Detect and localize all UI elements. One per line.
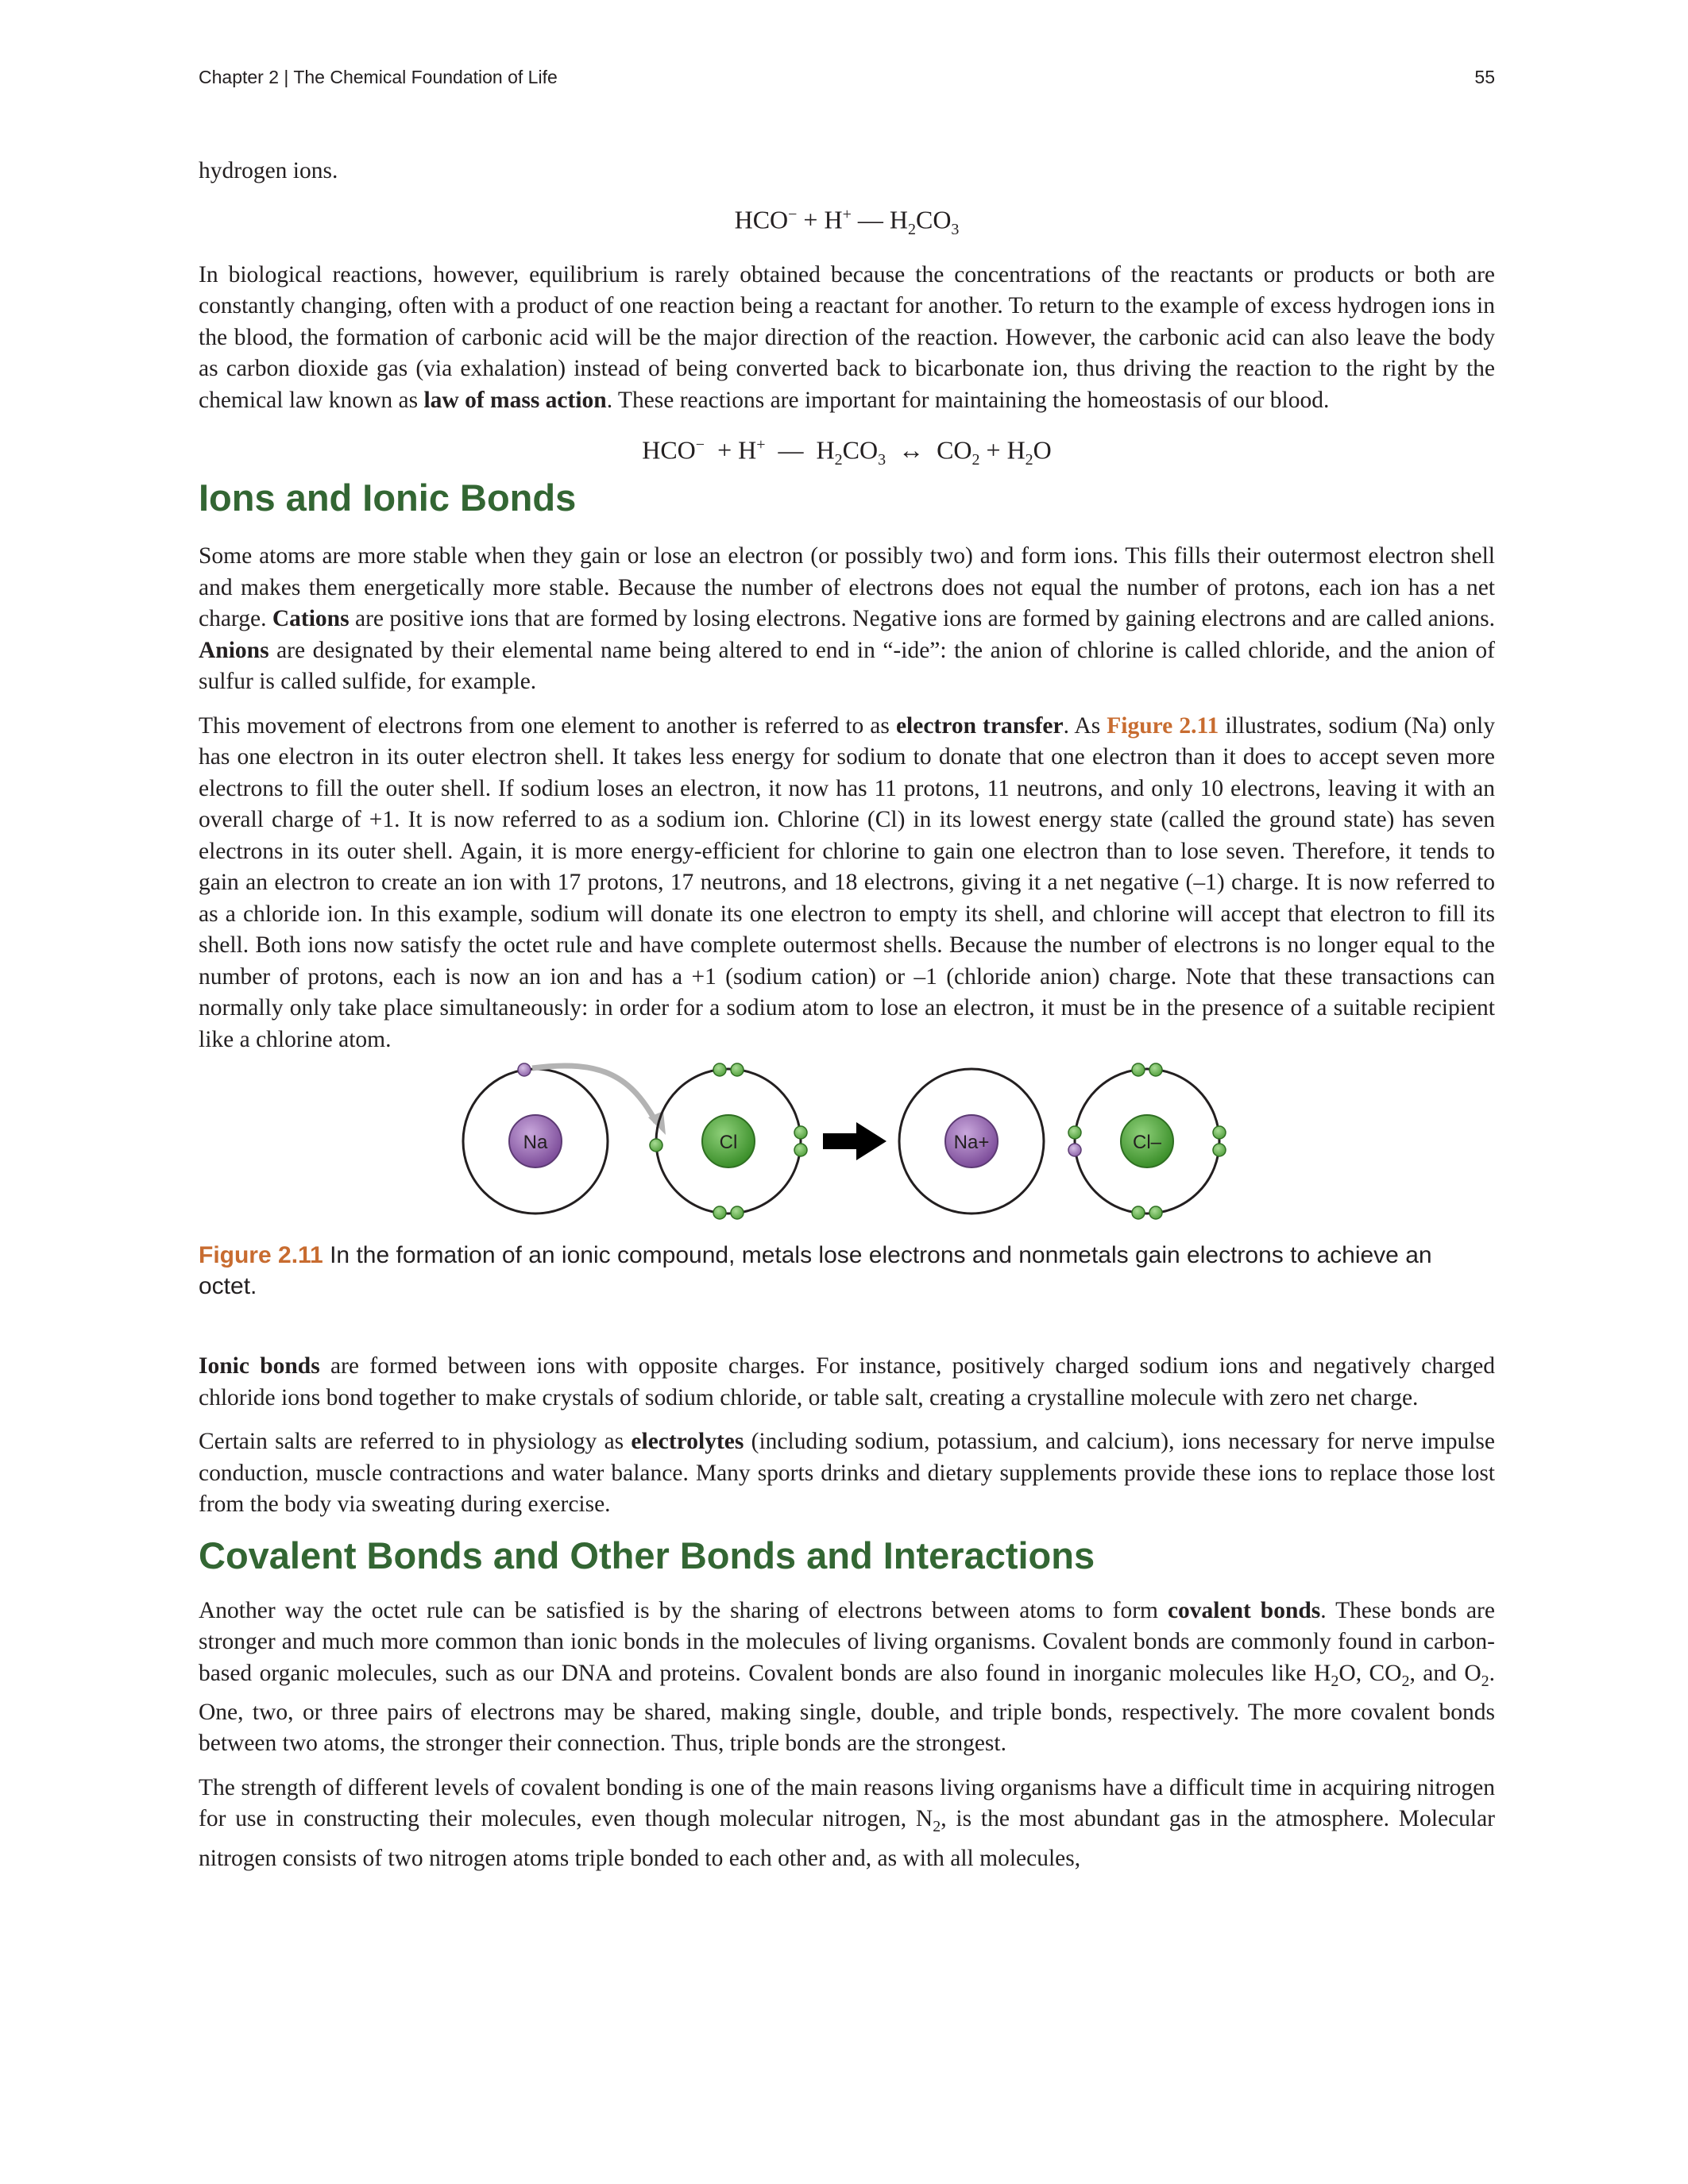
sodium-label: Na	[523, 1132, 548, 1154]
paragraph-electron-transfer: This movement of electrons from one element to another is referred to as electron transfer. As Figure 2.11 illustrates, sodium (Na) only has one electron in its outer electron shell. It takes less energy for sodium to donate that one electron than it does to accept seven more electrons to fill the outer shell. If sodium loses an electron, it now has 11 protons, 11 neutrons, and only 10 electrons, leaving it with an overall charge of +1. It is now referred to as a sodium ion. Chlorine (Cl) in its lowest energy state (called the ground state) has seven electrons in its outer shell. Again, it is more energy-efficient for chlorine to gain one electron than to lose seven. Therefore, it tends to gain an electron to create an ion with 17 protons, 17 neutrons, and 18 electrons, giving it a net negative (–1) charge. It is now referred to as a chloride ion. In this example, sodium will donate its one electron to empty its shell, and chlorine will accept that electron to fill its shell. Both ions now satisfy the octet rule and have complete outermost shells. Because the number of electrons is no longer equal to the number of protons, each is now an ion and has a +1 (sodium cation) or –1 (chloride anion) charge. Note that these transactions can normally only take place simultaneously: in order for a sodium atom to lose an electron, it must be in the presence of a suitable recipient like a chlorine atom.	[199, 712, 1495, 1052]
term-ionic-bonds: Ionic bonds	[199, 1353, 320, 1379]
chloride-ion-label: Cl–	[1132, 1132, 1162, 1154]
term-cations: Cations	[272, 606, 350, 632]
term-covalent-bonds: covalent bonds	[1167, 1597, 1321, 1623]
sodium-valence-electron	[518, 1063, 531, 1076]
electron-transfer-arrow	[532, 1066, 656, 1122]
page-header	[199, 67, 1495, 95]
chapter-title: Chapter 2 | The Chemical Foundation of Life	[199, 67, 558, 87]
paragraph-hydrogen-ions: hydrogen ions.	[199, 158, 338, 183]
term-anions: Anions	[199, 637, 269, 663]
chlorine-label: Cl	[719, 1132, 738, 1154]
paragraph-nitrogen: The strength of different levels of covalent bonding is one of the main reasons living organisms have a difficult time in acquiring nitrogen for use in constructing their molecules, even though molecular nitrogen, $N_2$, is the most abundant gas in the atmosphere. Molecular nitrogen consists of two nitrogen atoms triple bonded to each other and, as with all molecules,	[199, 1774, 1496, 1871]
sodium-ion-label: Na+	[953, 1132, 990, 1154]
sodium-atom	[463, 1063, 608, 1214]
paragraph-electrolytes: Certain salts are referred to in physiology as electrolytes (including sodium, potassium, and calcium), ions necessary for nerve impulse conduction, muscle contractions and water balance. Many sports drinks and dietary supplements provide these ions to replace those lost from the body via sweating during exercise.	[199, 1429, 1495, 1518]
term-electrolytes: electrolytes	[631, 1429, 744, 1455]
figure-ionic-bond-diagram	[199, 1060, 1495, 1230]
chlorine-atom	[650, 1063, 807, 1219]
reaction-arrow	[823, 1122, 886, 1160]
page-number: 55	[1474, 67, 1495, 87]
electron-transfer-diagram	[199, 1060, 1495, 1230]
figure-label: Figure 2.11	[199, 1242, 323, 1269]
equation-mass-action: HCO− + H+ — $H_2CO_3$ ↔ $CO_2 + H_2O$	[642, 435, 1052, 469]
paragraph-covalent-bonds: Another way the octet rule can be satisfied is by the sharing of electrons between atoms to form covalent bonds. These bonds are stronger and much more common than ionic bonds in the molecules of living organisms. Covalent bonds are commonly found in carbon-based organic molecules, such as our DNA and proteins. Covalent bonds are also found in inorganic molecules like $H_2O$, $CO_2$, and $O_2$. One, two, or three pairs of electrons may be shared, making single, double, and triple bonds, respectively. The more covalent bonds between two atoms, the stronger their connection. Thus, triple bonds are the strongest.	[199, 1597, 1495, 1757]
paragraph-ions: Some atoms are more stable when they gain or lose an electron (or possibly two) and form ions. This fills their outermost electron shell and makes them energetically more stable. Because the number of electrons does not equal the number of protons, each ion has a net charge. Cations are positive ions that are formed by losing electrons. Negative ions are formed by gaining electrons and are called anions. Anions are designated by their elemental name being altered to end in “-ide”: the anion of chlorine is called chloride, and the anion of sulfur is called sulfide, for example.	[199, 543, 1495, 695]
paragraph-equilibrium: In biological reactions, however, equilibrium is rarely obtained because the concentrations of the reactants or products or both are constantly changing, often with a product of one reaction being a reactant for another. To return to the example of excess hydrogen ions in the blood, the formation of carbonic acid will be the major direction of the reaction. However, the carbonic acid can also leave the body as carbon dioxide gas (via exhalation) instead of being converted back to bicarbonate ion, thus driving the reaction to the right by the chemical law known as law of mass action. These reactions are important for maintaining the homeostasis of our blood.	[199, 261, 1495, 413]
sodium-ion	[899, 1069, 1044, 1214]
chloride-ion	[1068, 1063, 1226, 1219]
heading-ions-and-ionic-bonds: Ions and Ionic Bonds	[199, 477, 577, 519]
term-law-of-mass-action: law of mass action	[423, 387, 607, 413]
equation-carbonic-acid: HCO− + H+ — $H_2CO_3$	[734, 205, 960, 238]
page-content	[199, 156, 1495, 1887]
paragraph-ionic-bonds: Ionic bonds are formed between ions with opposite charges. For instance, positively charged sodium ions and negatively charged chloride ions bond together to make crystals of sodium chloride, or table salt, creating a crystalline molecule with zero net charge.	[199, 1353, 1495, 1410]
figure-reference-link[interactable]: Figure 2.11	[1107, 712, 1219, 739]
transferred-electron	[1068, 1144, 1081, 1156]
heading-covalent-bonds: Covalent Bonds and Other Bonds and Interactions	[199, 1534, 1095, 1576]
figure-caption: Figure 2.11 In the formation of an ionic compound, metals lose electrons and nonmetals gain electrons to achieve an octet.	[199, 1242, 1432, 1300]
term-electron-transfer: electron transfer	[895, 712, 1064, 739]
